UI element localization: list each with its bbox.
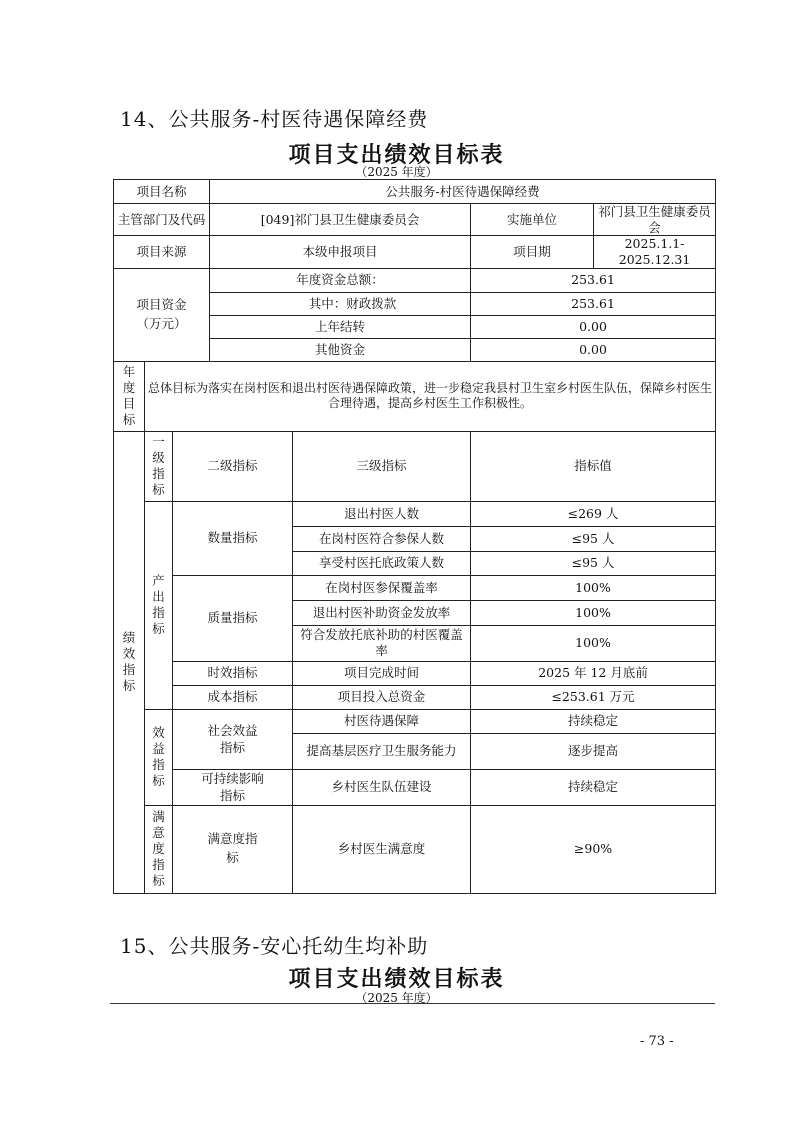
funds-other-value: 0.00	[471, 338, 716, 361]
funds-fiscal-value: 253.61	[471, 292, 716, 315]
header-level1: 一级指标	[145, 431, 173, 501]
indicator-value: 逐步提高	[471, 733, 716, 769]
table-row: 退出村医人数	[293, 501, 471, 526]
satisfaction-label: 满意度指标	[145, 805, 173, 893]
social-benefit-label: 社会效益指标	[173, 709, 293, 769]
funds-carryover-label: 上年结转	[210, 315, 471, 338]
project-name-value: 公共服务-村医待遇保障经费	[210, 180, 716, 204]
cost-indicator-label: 成本指标	[173, 685, 293, 709]
table-title: 项目支出绩效目标表	[288, 142, 505, 168]
source-label: 项目来源	[114, 236, 210, 268]
performance-target-table	[113, 179, 716, 894]
funds-carryover-value: 0.00	[471, 315, 716, 338]
indicator-value: 100%	[471, 625, 716, 661]
funds-fiscal-label: 其中：财政拨款	[210, 292, 471, 315]
time-indicator-label: 时效指标	[173, 661, 293, 685]
table-top-border	[110, 1003, 715, 1004]
dept-label: 主管部门及代码	[114, 204, 210, 236]
table-year-2: （2025 年度）	[355, 991, 438, 1005]
funds-label: 项目资金（万元）	[114, 268, 210, 361]
sustain-indicator-label: 可持续影响指标	[173, 769, 293, 805]
annual-goal-text: 总体目标为落实在岗村医和退出村医待遇保障政策，进一步稳定我县村卫生室乡村医生队伍，保障乡村医生合理待遇，提高乡村医生工作积极性。	[145, 361, 716, 431]
header-level3: 三级指标	[293, 431, 471, 501]
table-row: 乡村医生满意度	[293, 805, 471, 893]
indicator-value: ≤269 人	[471, 501, 716, 526]
quality-indicator-label: 质量指标	[173, 575, 293, 661]
table-row: 项目完成时间	[293, 661, 471, 685]
indicator-value: 持续稳定	[471, 709, 716, 733]
output-indicator-label: 产出指标	[145, 501, 173, 709]
funds-total-value: 253.61	[471, 268, 716, 292]
page-number: - 73 -	[640, 1034, 674, 1049]
benefit-indicator-label: 效益指标	[145, 709, 173, 805]
period-label: 项目期	[471, 236, 594, 268]
table-row: 乡村医生队伍建设	[293, 769, 471, 805]
table-row: 退出村医补助资金发放率	[293, 600, 471, 625]
perf-indicator-label: 绩效指标	[114, 431, 145, 893]
table-row: 在岗村医参保覆盖率	[293, 575, 471, 600]
indicator-value: 持续稳定	[471, 769, 716, 805]
table-row: 符合发放托底补助的村医覆盖率	[293, 625, 471, 661]
table-row: 项目投入总资金	[293, 685, 471, 709]
table-row: 村医待遇保障	[293, 709, 471, 733]
indicator-value: 100%	[471, 575, 716, 600]
source-value: 本级申报项目	[210, 236, 471, 268]
period-value: 2025.1.1-2025.12.31	[594, 236, 716, 268]
header-value: 指标值	[471, 431, 716, 501]
table-row: 在岗村医符合参保人数	[293, 526, 471, 551]
section-heading-2: 15、公共服务-安心托幼生均补助	[120, 934, 429, 958]
table-year: （2025 年度）	[355, 165, 438, 179]
quantity-indicator-label: 数量指标	[173, 501, 293, 575]
indicator-value: ≥90%	[471, 805, 716, 893]
indicator-value: ≤95 人	[471, 526, 716, 551]
indicator-value: ≤253.61 万元	[471, 685, 716, 709]
table-row: 提高基层医疗卫生服务能力	[293, 733, 471, 769]
annual-goal-label: 年度目标	[114, 361, 145, 431]
funds-other-label: 其他资金	[210, 338, 471, 361]
header-level2: 二级指标	[173, 431, 293, 501]
project-name-label: 项目名称	[114, 180, 210, 204]
impl-value: 祁门县卫生健康委员会	[594, 204, 716, 236]
table-row: 享受村医托底政策人数	[293, 551, 471, 575]
satisfaction-l2-label: 满意度指标	[173, 805, 293, 893]
funds-total-label: 年度资金总额：	[210, 268, 471, 292]
indicator-value: 100%	[471, 600, 716, 625]
indicator-value: ≤95 人	[471, 551, 716, 575]
section-heading: 14、公共服务-村医待遇保障经费	[120, 107, 429, 131]
table-title-2: 项目支出绩效目标表	[288, 966, 505, 992]
indicator-value: 2025 年 12 月底前	[471, 661, 716, 685]
dept-value: [049]祁门县卫生健康委员会	[210, 204, 471, 236]
impl-label: 实施单位	[471, 204, 594, 236]
